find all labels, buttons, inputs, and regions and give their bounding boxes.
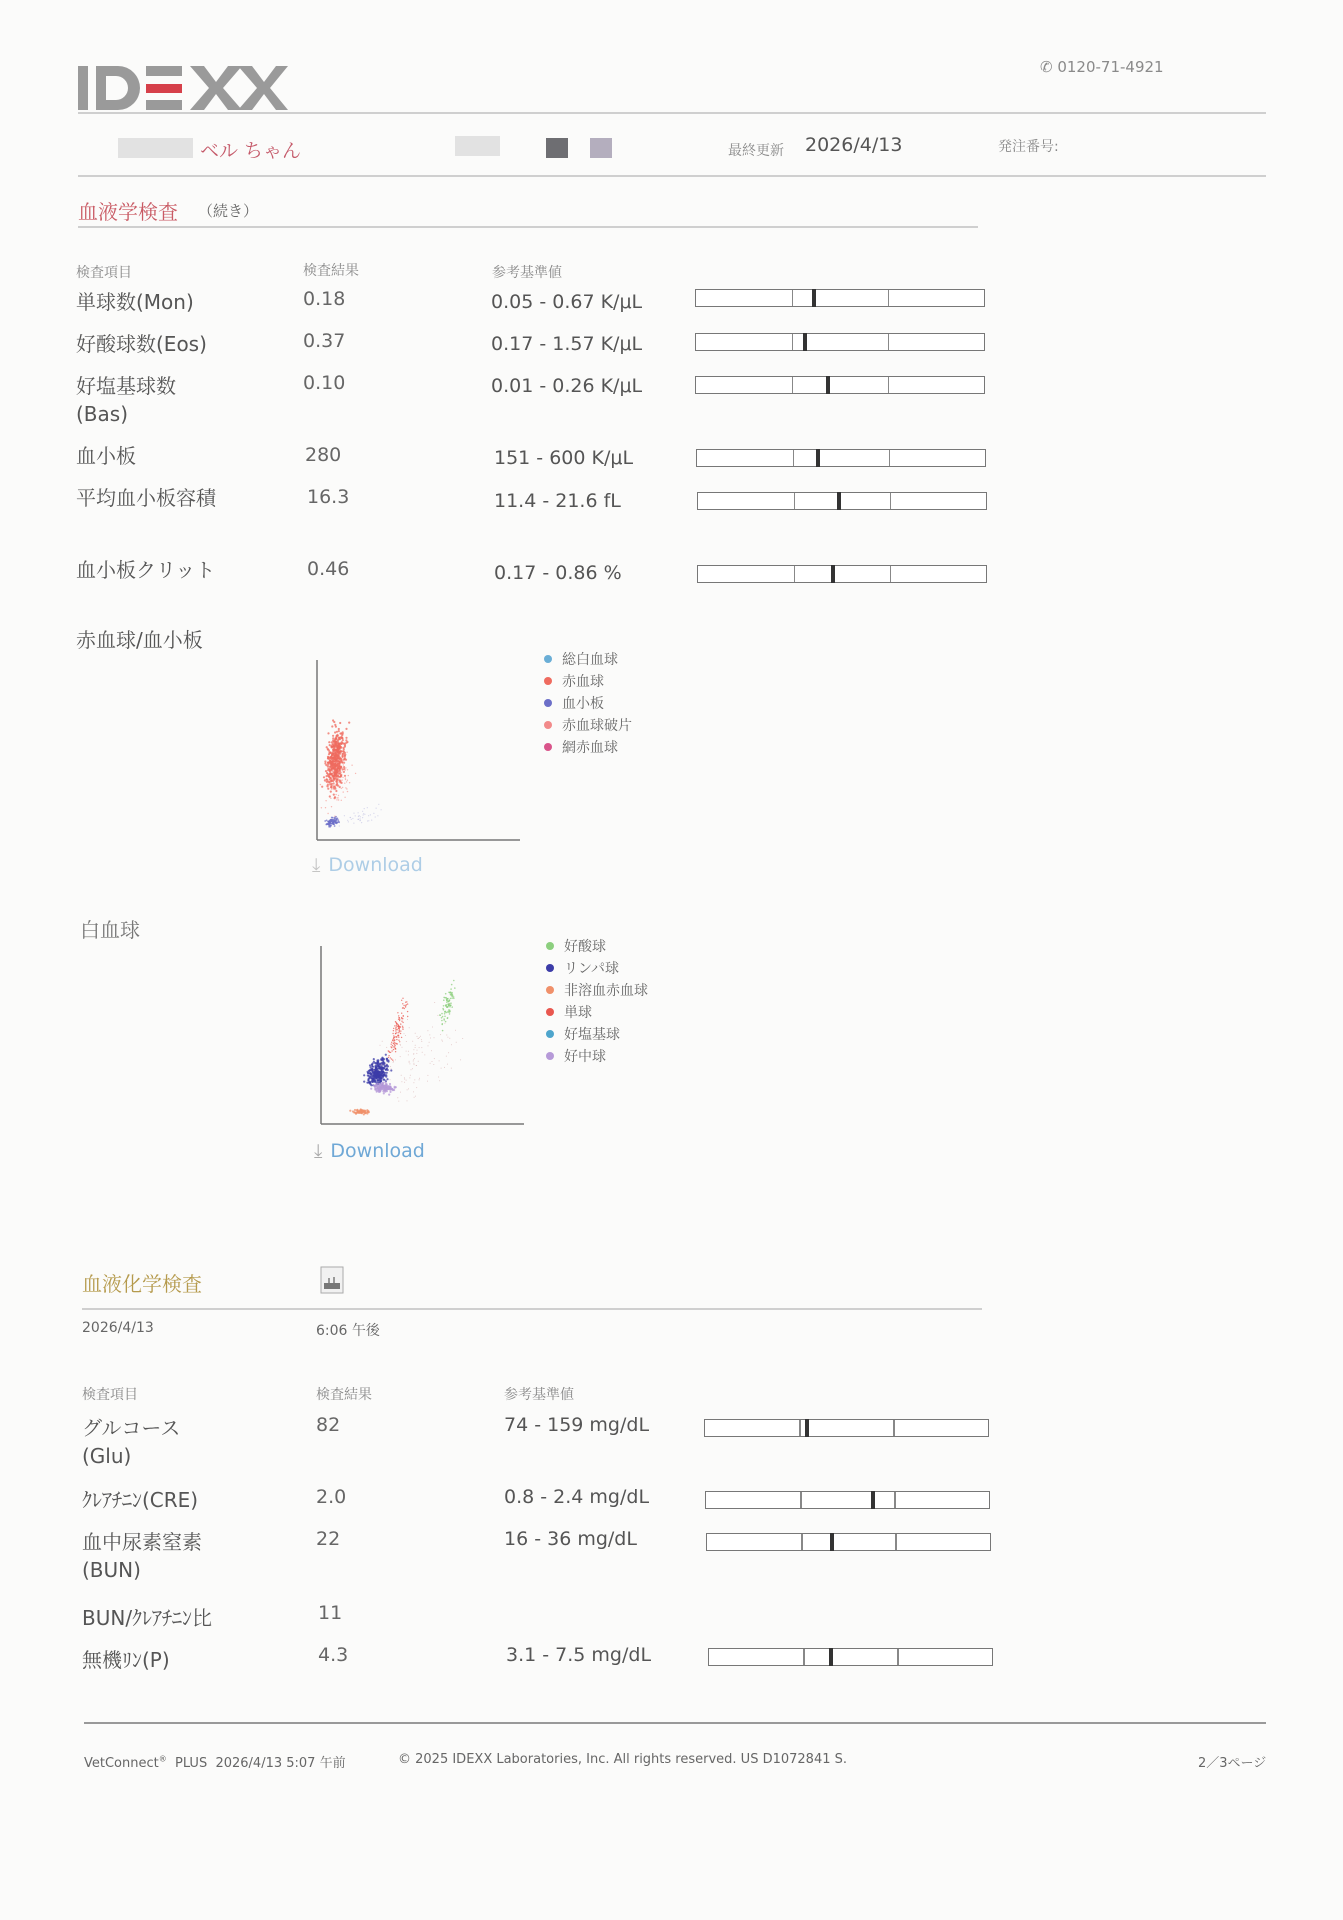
legend-item: 総白血球 [544,648,632,670]
hema-row-3-ref: 151 - 600 K/μL [494,447,634,469]
range-marker [803,333,807,351]
hema-row-1-ref: 0.17 - 1.57 K/μL [491,333,643,355]
chem-row-4-item: 無機ﾘﾝ(P) [82,1648,170,1672]
legend-dot [546,1030,554,1038]
legend-dot [546,1052,554,1060]
hema-row-0-range-bar [695,289,985,307]
hema-row-4-item: 平均血小板容積 [76,486,216,510]
legend-dot [546,1008,554,1016]
legend-item: 赤血球 [544,670,632,692]
hema-row-5-range-bar [697,565,987,583]
legend-dot [544,677,552,685]
phone-number: ✆ 0120-71-4921 [1040,58,1164,76]
hema-row-5-item: 血小板クリット [76,558,216,582]
legend-item: リンパ球 [546,957,648,979]
chem-row-2-range-bar [706,1533,991,1551]
legend-item: 単球 [546,1001,648,1023]
hema-row-5-ref: 0.17 - 0.86 % [494,562,622,584]
chem-row-2-item: 血中尿素窒素(BUN) [82,1530,202,1582]
wbc-plot-title: 白血球 [80,918,140,942]
rbc-plot-title: 赤血球/血小板 [76,628,203,652]
rbc-download-link[interactable]: ⤓ Download [312,854,423,876]
rbc-scatter-plot [312,652,528,848]
chem-row-2-ref: 16 - 36 mg/dL [504,1528,637,1550]
chem-col-result-header: 検査結果 [316,1387,372,1403]
idexx-logo [78,62,288,116]
hema-row-2-range-bar [695,376,985,394]
legend-dot [544,743,552,751]
chemistry-date: 2026/4/13 [82,1320,154,1336]
continued-label: （続き） [198,202,259,220]
wbc-scatter-plot [316,938,532,1134]
legend-dot [544,699,552,707]
footer-product: VetConnect® PLUS 2026/4/13 5:07 午前 [84,1754,346,1771]
sex-icon [590,138,612,158]
download-icon: ⤓ [312,854,321,876]
order-number-label: 発注番号: [998,139,1059,155]
chem-row-0-item: グルコース(Glu) [82,1416,181,1468]
hema-row-2-value: 0.10 [303,372,346,394]
col-result-header: 検査結果 [303,263,359,279]
chem-row-1-value: 2.0 [316,1486,347,1508]
legend-item: 好酸球 [546,935,648,957]
legend-item: 血小板 [544,692,632,714]
chemistry-title: 血液化学検査 [82,1272,202,1296]
footer-copyright: © 2025 IDEXX Laboratories, Inc. All rights reserved. US D1072841 S. [398,1752,848,1767]
chem-col-ref-header: 参考基準値 [504,1387,574,1403]
chem-row-0-value: 82 [316,1414,341,1436]
hematology-divider [78,226,978,228]
rbc-legend [544,648,632,758]
legend-dot [544,655,552,663]
redacted-owner [118,138,193,158]
range-marker [816,449,820,467]
legend-dot [546,964,554,972]
chem-row-1-ref: 0.8 - 2.4 mg/dL [504,1486,650,1508]
chem-row-4-value: 4.3 [318,1644,349,1666]
legend-item: 赤血球破片 [544,714,632,736]
legend-item: 網赤血球 [544,736,632,758]
chemistry-time: 6:06 午後 [316,1323,380,1339]
hema-row-3-item: 血小板 [76,444,136,468]
chem-row-4-range-bar [708,1648,993,1666]
hema-row-3-value: 280 [305,444,342,466]
hematology-title: 血液学検査 [78,200,178,224]
range-marker [829,1648,833,1666]
footer-divider [84,1722,1266,1724]
updated-label: 最終更新 [728,143,784,159]
hema-row-0-item: 単球数(Mon) [76,290,194,314]
pet-name: ベル ちゃん [200,140,302,162]
header-divider-bottom [78,175,1266,177]
footer-page-number: 2／3ページ [1198,1756,1267,1771]
hema-row-1-value: 0.37 [303,330,346,352]
analyzer-icon [320,1266,344,1294]
legend-dot [546,986,554,994]
hema-row-1-item: 好酸球数(Eos) [76,332,207,356]
chemistry-divider [82,1308,982,1310]
legend-dot [546,942,554,950]
download-icon: ⤓ [314,1140,323,1162]
chem-row-3-value: 11 [318,1602,343,1624]
hema-row-0-value: 0.18 [303,288,346,310]
chem-row-1-item: ｸﾚｱﾁﾆﾝ(CRE) [82,1488,199,1512]
range-marker [812,289,816,307]
hema-row-1-range-bar [695,333,985,351]
hema-row-5-value: 0.46 [307,558,350,580]
chem-row-4-ref: 3.1 - 7.5 mg/dL [506,1644,652,1666]
species-icon [546,138,568,158]
header-divider-top [78,112,1266,114]
legend-item: 好中球 [546,1045,648,1067]
redacted-id [455,136,500,156]
hema-row-4-range-bar [697,492,987,510]
chem-row-1-range-bar [705,1491,990,1509]
wbc-download-link[interactable]: ⤓ Download [314,1140,425,1162]
phone-icon: ✆ [1040,58,1058,76]
hema-row-2-item: 好塩基球数(Bas) [76,374,176,426]
range-marker [830,1533,834,1551]
range-marker [837,492,841,510]
col-item-header: 検査項目 [76,265,132,281]
chem-row-3-item: BUN/ｸﾚｱﾁﾆﾝ比 [82,1606,213,1630]
legend-dot [544,721,552,729]
range-marker [871,1491,875,1509]
hema-row-0-ref: 0.05 - 0.67 K/μL [491,291,643,313]
hema-row-3-range-bar [696,449,986,467]
col-ref-header: 参考基準値 [492,265,562,281]
range-marker [831,565,835,583]
chem-row-2-value: 22 [316,1528,341,1550]
chem-row-0-range-bar [704,1419,989,1437]
range-marker [805,1419,809,1437]
range-marker [826,376,830,394]
hema-row-4-value: 16.3 [307,486,350,508]
legend-item: 非溶血赤血球 [546,979,648,1001]
hema-row-2-ref: 0.01 - 0.26 K/μL [491,375,643,397]
hema-row-4-ref: 11.4 - 21.6 fL [494,490,621,512]
updated-value: 2026/4/13 [805,134,903,156]
legend-item: 好塩基球 [546,1023,648,1045]
wbc-legend [546,935,648,1067]
chem-col-item-header: 検査項目 [82,1387,138,1403]
chem-row-0-ref: 74 - 159 mg/dL [504,1414,650,1436]
